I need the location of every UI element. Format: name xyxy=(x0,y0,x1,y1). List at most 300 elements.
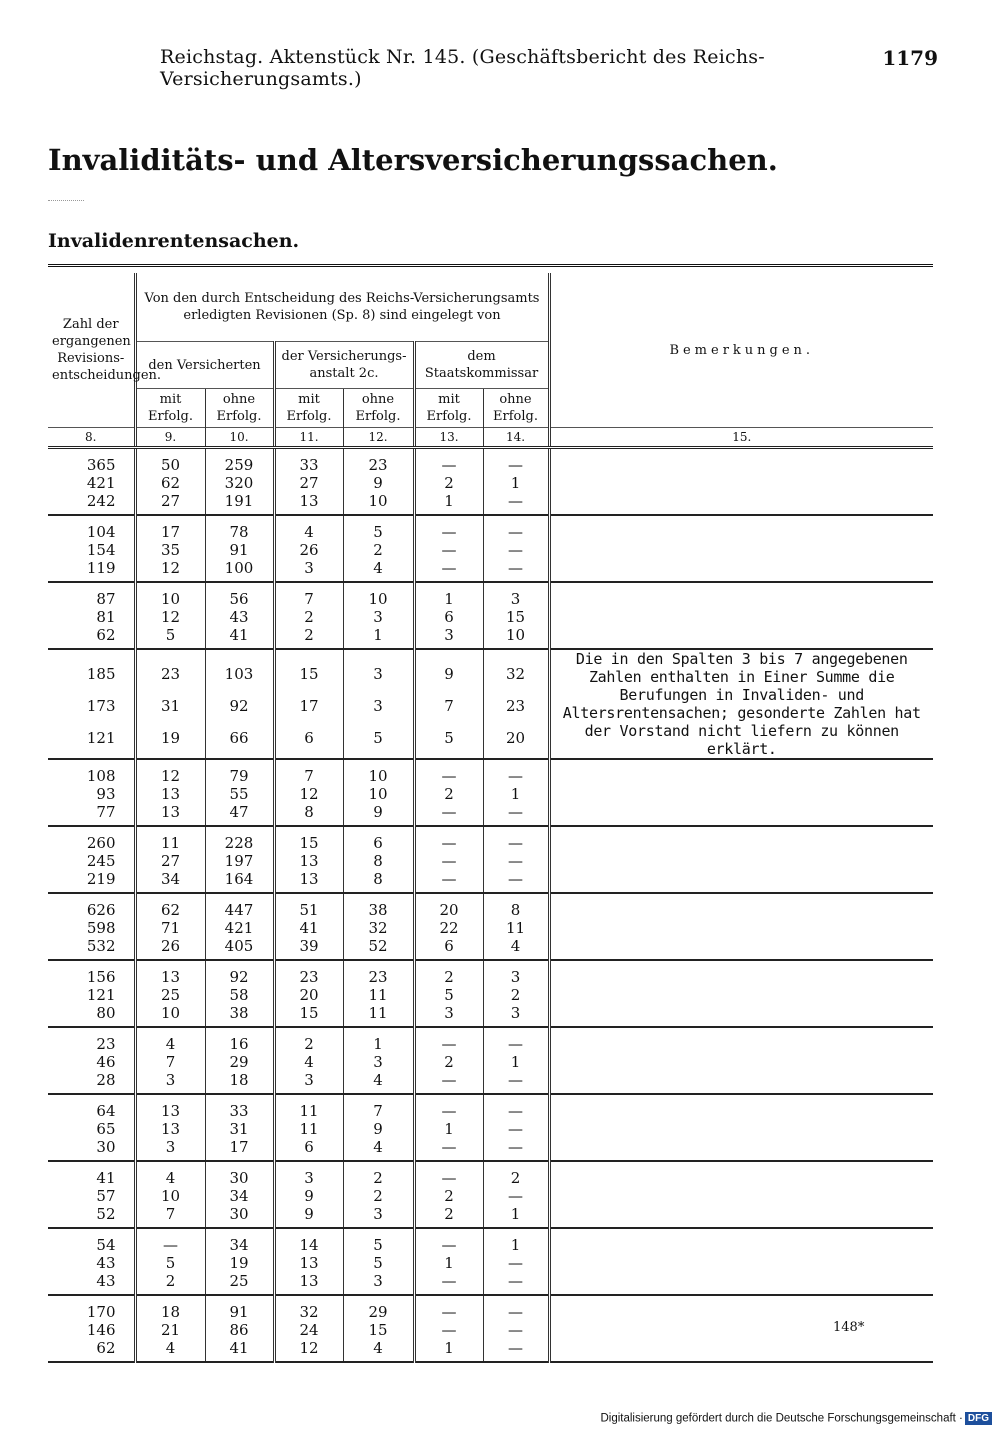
table-cell: 34 xyxy=(135,870,205,893)
table-cell: 41 xyxy=(205,1339,274,1362)
table-cell: 7 xyxy=(274,759,343,785)
table-cell: 9 xyxy=(274,1205,343,1228)
table-cell: — xyxy=(414,759,483,785)
group-header: Von den durch Entscheidung des Reichs-Versicherungsamts erledigten Revisionen (Sp. 8) sind eingelegt von xyxy=(135,273,549,342)
table-cell: — xyxy=(483,559,549,582)
table-cell: 5 xyxy=(414,986,483,1004)
table-cell: 3 xyxy=(483,1004,549,1027)
table-cell: 4 xyxy=(343,1071,414,1094)
table-cell: 9 xyxy=(414,649,483,692)
table-cell: 14 xyxy=(274,1228,343,1254)
running-title: Reichstag. Aktenstück Nr. 145. (Geschäftsbericht des Reichs-Versicherungsamts.) xyxy=(160,46,765,90)
table-cell: 15 xyxy=(343,1321,414,1339)
table-cell: 3 xyxy=(274,559,343,582)
table-cell: — xyxy=(414,1071,483,1094)
table-cell: 259 xyxy=(205,448,274,475)
table-cell: 55 xyxy=(205,785,274,803)
table-cell: 20 xyxy=(414,893,483,919)
remarks-header: Bemerkungen. xyxy=(549,273,933,428)
table-cell: 164 xyxy=(205,870,274,893)
table-cell: 22 xyxy=(414,919,483,937)
table-cell: 5 xyxy=(343,721,414,759)
table-cell: — xyxy=(483,1071,549,1094)
table-cell: 3 xyxy=(414,626,483,649)
table-cell: 13 xyxy=(274,852,343,870)
table-cell: 13 xyxy=(135,1120,205,1138)
table-row xyxy=(48,960,933,986)
table-cell: 32 xyxy=(343,919,414,937)
table-cell: 626 xyxy=(86,901,116,919)
table-cell: — xyxy=(414,870,483,893)
table-cell: — xyxy=(483,1138,549,1161)
table-cell: — xyxy=(414,1295,483,1321)
remark-cell xyxy=(549,893,933,960)
table-cell: 1 xyxy=(483,1228,549,1254)
col8-header: Zahl der ergangenen Revisions-entscheidungen. xyxy=(52,317,162,383)
table-cell: 13 xyxy=(274,1254,343,1272)
table-cell: 13 xyxy=(274,870,343,893)
table-cell: 154 xyxy=(86,541,116,559)
header-mit-erfolg: mit Erfolg. xyxy=(274,389,343,428)
table-cell: — xyxy=(414,803,483,826)
table-cell: 15 xyxy=(274,649,343,692)
table-cell: 3 xyxy=(343,608,414,626)
table-cell: 13 xyxy=(274,492,343,515)
table-cell: 87 xyxy=(96,590,116,608)
table-cell: 12 xyxy=(135,759,205,785)
table-cell: 156 xyxy=(86,968,116,986)
table-cell: 71 xyxy=(135,919,205,937)
footnote-mark: 148* xyxy=(833,1320,865,1335)
table-cell: 3 xyxy=(483,582,549,608)
table-cell: 13 xyxy=(274,1272,343,1295)
table-cell: 23 xyxy=(343,448,414,475)
table-row xyxy=(48,515,933,541)
table-cell: — xyxy=(483,541,549,559)
table-cell: — xyxy=(414,852,483,870)
dfg-logo: DFG xyxy=(965,1412,992,1425)
table-row xyxy=(48,1027,933,1053)
remark-cell xyxy=(549,1295,933,1362)
table-row xyxy=(48,649,933,692)
table-cell: — xyxy=(414,1138,483,1161)
table-cell: 54 xyxy=(96,1236,116,1254)
table-cell: 25 xyxy=(205,1272,274,1295)
table-cell: — xyxy=(414,541,483,559)
table-cell: — xyxy=(483,1187,549,1205)
remark-cell xyxy=(549,582,933,649)
table-cell: 12 xyxy=(274,785,343,803)
table-cell: 2 xyxy=(343,1161,414,1187)
digitization-note: Digitalisierung gefördert durch die Deutsche Forschungsgemeinschaft · xyxy=(600,1412,963,1425)
column-number-row xyxy=(48,428,933,448)
table-cell: 9 xyxy=(343,1120,414,1138)
table-cell: 1 xyxy=(343,626,414,649)
table-cell: — xyxy=(483,803,549,826)
table-row xyxy=(48,759,933,785)
table-cell: 405 xyxy=(205,937,274,960)
table-cell: 11 xyxy=(274,1120,343,1138)
table-cell: 80 xyxy=(48,1004,135,1027)
table-cell: 29 xyxy=(205,1053,274,1071)
table-cell: — xyxy=(483,1254,549,1272)
table-cell: — xyxy=(483,870,549,893)
table-cell: 1 xyxy=(414,1120,483,1138)
table-cell: 9 xyxy=(343,474,414,492)
table-cell: 26 xyxy=(274,541,343,559)
table-cell: 21 xyxy=(135,1321,205,1339)
table-cell: 43 xyxy=(96,1254,116,1272)
table-cell: 4 xyxy=(343,1138,414,1161)
subheader-anstalt: der Versicherungs-anstalt 2c. xyxy=(274,342,414,389)
header-ohne-erfolg: ohne Erfolg. xyxy=(343,389,414,428)
table-cell: 1 xyxy=(414,1254,483,1272)
table-cell: 16 xyxy=(205,1027,274,1053)
table-cell: 6 xyxy=(274,1138,343,1161)
table-cell: 52 xyxy=(48,1205,135,1228)
table-cell: 2 xyxy=(483,986,549,1004)
table-cell: 2 xyxy=(274,1027,343,1053)
table-cell: 23 xyxy=(135,649,205,692)
table-cell: 4 xyxy=(135,1161,205,1187)
table-cell: 119 xyxy=(48,559,135,582)
table-cell: 13 xyxy=(135,785,205,803)
table-cell: — xyxy=(414,826,483,852)
table-cell: 64 xyxy=(96,1102,116,1120)
table-cell: — xyxy=(414,515,483,541)
table-cell: 27 xyxy=(135,852,205,870)
table-cell: 46 xyxy=(96,1053,116,1071)
header-mit-erfolg: mit Erfolg. xyxy=(414,389,483,428)
divider xyxy=(48,200,84,201)
table-cell: — xyxy=(483,759,549,785)
table-cell: 92 xyxy=(205,692,274,722)
table-cell: — xyxy=(414,559,483,582)
table-cell: 6 xyxy=(274,721,343,759)
table-cell: 11 xyxy=(274,1094,343,1120)
table-cell: 39 xyxy=(274,937,343,960)
table-cell: 1 xyxy=(483,474,549,492)
table-cell: 598 xyxy=(86,919,116,937)
table-cell: — xyxy=(414,1321,483,1339)
remark-cell xyxy=(549,1228,933,1295)
table-cell: — xyxy=(483,492,549,515)
table-cell: 27 xyxy=(274,474,343,492)
table-cell: 41 xyxy=(274,919,343,937)
remark-cell xyxy=(549,1094,933,1161)
table-cell: 15 xyxy=(274,1004,343,1027)
table-cell: 19 xyxy=(205,1254,274,1272)
table-cell: 5 xyxy=(414,721,483,759)
table-cell: 31 xyxy=(205,1120,274,1138)
table-cell: 41 xyxy=(205,626,274,649)
table-cell: 2 xyxy=(483,1161,549,1187)
table-cell: 34 xyxy=(205,1187,274,1205)
table-cell: — xyxy=(483,448,549,475)
table-cell: 62 xyxy=(48,1339,135,1362)
table-cell: 146 xyxy=(86,1321,116,1339)
table-cell: 100 xyxy=(205,559,274,582)
table-cell: 245 xyxy=(86,852,116,870)
table-cell: 8 xyxy=(483,893,549,919)
table-cell: 10 xyxy=(343,785,414,803)
table-cell: 30 xyxy=(48,1138,135,1161)
table-cell: 365 xyxy=(86,456,116,474)
column-number: 11. xyxy=(274,428,343,448)
table-cell: 2 xyxy=(414,1053,483,1071)
header-mit-erfolg: mit Erfolg. xyxy=(135,389,205,428)
table-cell: 35 xyxy=(135,541,205,559)
table-cell: 242 xyxy=(48,492,135,515)
table-cell: 77 xyxy=(48,803,135,826)
table-cell: 108 xyxy=(86,767,116,785)
table-cell: 30 xyxy=(205,1161,274,1187)
table-cell: 5 xyxy=(343,1254,414,1272)
table-cell: 7 xyxy=(135,1053,205,1071)
subheader-staatskommissar: dem Staatskommissar xyxy=(414,342,549,389)
table-cell: 6 xyxy=(414,937,483,960)
table-cell: 3 xyxy=(274,1071,343,1094)
table-cell: 43 xyxy=(205,608,274,626)
table-cell: 92 xyxy=(205,960,274,986)
remark-cell xyxy=(549,1161,933,1228)
table-cell: 58 xyxy=(205,986,274,1004)
table-cell: 66 xyxy=(205,721,274,759)
table-cell: 10 xyxy=(343,759,414,785)
table-cell: — xyxy=(414,448,483,475)
table-cell: 185 xyxy=(86,665,116,684)
remark-cell xyxy=(549,1027,933,1094)
table-cell: 11 xyxy=(343,1004,414,1027)
table-cell: — xyxy=(414,1272,483,1295)
table-cell: 10 xyxy=(483,626,549,649)
table-cell: — xyxy=(483,1339,549,1362)
table-cell: 12 xyxy=(135,559,205,582)
subheader-versicherten: den Versicherten xyxy=(135,342,274,389)
table-cell: 1 xyxy=(343,1027,414,1053)
table-cell: 26 xyxy=(135,937,205,960)
table-cell: 104 xyxy=(86,523,116,541)
table-cell: — xyxy=(414,1161,483,1187)
table-cell: 4 xyxy=(274,1053,343,1071)
table-cell: 3 xyxy=(135,1138,205,1161)
table-cell: 3 xyxy=(343,649,414,692)
table-cell: 447 xyxy=(205,893,274,919)
table-cell: 3 xyxy=(343,1053,414,1071)
table-cell: 15 xyxy=(274,826,343,852)
table-cell: 11 xyxy=(135,826,205,852)
remark-cell xyxy=(549,448,933,516)
table-cell: 121 xyxy=(48,721,135,759)
table-cell: 11 xyxy=(343,986,414,1004)
table-cell: 10 xyxy=(343,582,414,608)
table-cell: 23 xyxy=(343,960,414,986)
table-cell: — xyxy=(483,1027,549,1053)
table-cell: — xyxy=(135,1228,205,1254)
table-cell: — xyxy=(483,1094,549,1120)
table-cell: 4 xyxy=(343,1339,414,1362)
table-cell: 15 xyxy=(483,608,549,626)
table-row xyxy=(48,448,933,475)
table-cell: 4 xyxy=(274,515,343,541)
remark-cell xyxy=(549,826,933,893)
table-cell: 6 xyxy=(414,608,483,626)
table-cell: 91 xyxy=(205,1295,274,1321)
table-cell: — xyxy=(414,1228,483,1254)
table-cell: 3 xyxy=(274,1161,343,1187)
table-row xyxy=(48,893,933,919)
table-cell: 1 xyxy=(414,492,483,515)
table-cell: 219 xyxy=(48,870,135,893)
remark-cell xyxy=(549,515,933,582)
table-cell: 5 xyxy=(135,1254,205,1272)
page-number: 1179 xyxy=(882,46,938,70)
table-cell: 32 xyxy=(274,1295,343,1321)
table-cell: 228 xyxy=(205,826,274,852)
table-cell: 197 xyxy=(205,852,274,870)
table-cell: 93 xyxy=(96,785,116,803)
table-row xyxy=(48,582,933,608)
table-cell: 13 xyxy=(135,803,205,826)
table-cell: 47 xyxy=(205,803,274,826)
table-cell: 3 xyxy=(343,1205,414,1228)
table-cell: 38 xyxy=(343,893,414,919)
table-cell: 1 xyxy=(414,582,483,608)
table-cell: 41 xyxy=(96,1169,116,1187)
table-cell: 86 xyxy=(205,1321,274,1339)
table-cell: 20 xyxy=(483,721,549,759)
table-cell: 65 xyxy=(96,1120,116,1138)
table-cell: 5 xyxy=(343,1228,414,1254)
table-cell: 3 xyxy=(135,1071,205,1094)
table-cell: 12 xyxy=(135,608,205,626)
table-cell: 3 xyxy=(343,692,414,722)
statistics-table xyxy=(48,264,933,1363)
table-cell: — xyxy=(483,852,549,870)
top-rule xyxy=(48,266,933,274)
table-cell: 28 xyxy=(48,1071,135,1094)
table-cell: 7 xyxy=(414,692,483,722)
table-cell: 7 xyxy=(274,582,343,608)
table-cell: 10 xyxy=(135,582,205,608)
table-row xyxy=(48,1295,933,1321)
table-cell: 7 xyxy=(343,1094,414,1120)
table-cell: 4 xyxy=(483,937,549,960)
table-cell: 29 xyxy=(343,1295,414,1321)
table-cell: 17 xyxy=(274,692,343,722)
table-cell: 10 xyxy=(135,1004,205,1027)
table-cell: — xyxy=(483,826,549,852)
table-cell: 9 xyxy=(343,803,414,826)
table-cell: 79 xyxy=(205,759,274,785)
table-cell: 421 xyxy=(205,919,274,937)
table-cell: 3 xyxy=(483,960,549,986)
table-cell: 1 xyxy=(483,785,549,803)
table-cell: 5 xyxy=(343,515,414,541)
header-ohne-erfolg: ohne Erfolg. xyxy=(483,389,549,428)
table-cell: 33 xyxy=(274,448,343,475)
table-cell: 2 xyxy=(414,960,483,986)
table-cell: — xyxy=(414,1027,483,1053)
table-cell: 10 xyxy=(343,492,414,515)
table-cell: 31 xyxy=(135,692,205,722)
table-cell: — xyxy=(483,515,549,541)
table-row xyxy=(48,1228,933,1254)
table-cell: 3 xyxy=(343,1272,414,1295)
column-number: 15. xyxy=(549,428,933,448)
table-cell: — xyxy=(483,1272,549,1295)
table-cell: 33 xyxy=(205,1094,274,1120)
table-cell: 2 xyxy=(343,541,414,559)
table-cell: 4 xyxy=(135,1339,205,1362)
table-cell: 532 xyxy=(48,937,135,960)
table-cell: 62 xyxy=(135,893,205,919)
table-cell: 2 xyxy=(274,608,343,626)
table-row xyxy=(48,1094,933,1120)
table-cell: 17 xyxy=(205,1138,274,1161)
column-number: 9. xyxy=(135,428,205,448)
table-cell: 51 xyxy=(274,893,343,919)
table-cell: 62 xyxy=(48,626,135,649)
table-cell: 2 xyxy=(414,1205,483,1228)
table-cell: 1 xyxy=(483,1053,549,1071)
table-cell: 260 xyxy=(86,834,116,852)
table-cell: 17 xyxy=(135,515,205,541)
table-cell: 19 xyxy=(135,721,205,759)
column-number: 14. xyxy=(483,428,549,448)
table-cell: 34 xyxy=(205,1228,274,1254)
header-ohne-erfolg: ohne Erfolg. xyxy=(205,389,274,428)
table-cell: 32 xyxy=(483,649,549,692)
table-cell: — xyxy=(414,1094,483,1120)
table-cell: 81 xyxy=(96,608,116,626)
table-cell: 173 xyxy=(86,697,116,716)
table-cell: 8 xyxy=(274,803,343,826)
table-cell: 6 xyxy=(343,826,414,852)
table-row xyxy=(48,1161,933,1187)
table-cell: 170 xyxy=(86,1303,116,1321)
table-cell: — xyxy=(483,1295,549,1321)
table-cell: 8 xyxy=(343,852,414,870)
table-cell: 421 xyxy=(86,474,116,492)
table-cell: 12 xyxy=(274,1339,343,1362)
table-cell: 4 xyxy=(343,559,414,582)
table-cell: 103 xyxy=(205,649,274,692)
table-cell: 2 xyxy=(414,474,483,492)
table-cell: 5 xyxy=(135,626,205,649)
table-cell: 18 xyxy=(205,1071,274,1094)
table-cell: 57 xyxy=(96,1187,116,1205)
table-cell: 38 xyxy=(205,1004,274,1027)
table-cell: 56 xyxy=(205,582,274,608)
subsection-title: Invalidenrentensachen. xyxy=(48,230,300,252)
table-cell: 23 xyxy=(274,960,343,986)
table-cell: 10 xyxy=(135,1187,205,1205)
table-cell: 8 xyxy=(343,870,414,893)
table-cell: 7 xyxy=(135,1205,205,1228)
table-cell: 1 xyxy=(483,1205,549,1228)
table-cell: 4 xyxy=(135,1027,205,1053)
remark-text: Die in den Spalten 3 bis 7 angegebenen Zahlen enthalten in Einer Summe die Berufungen in Invaliden- und Altersrentensachen; gesonderte Zahlen hat der Vorstand nicht liefern zu können erklärt. xyxy=(549,649,933,759)
table-cell: 27 xyxy=(135,492,205,515)
column-number: 12. xyxy=(343,428,414,448)
table-cell: 23 xyxy=(96,1035,116,1053)
running-header xyxy=(160,46,940,90)
table-cell: 1 xyxy=(414,1339,483,1362)
table-cell: 43 xyxy=(48,1272,135,1295)
table-cell: — xyxy=(483,1321,549,1339)
table-cell: 78 xyxy=(205,515,274,541)
